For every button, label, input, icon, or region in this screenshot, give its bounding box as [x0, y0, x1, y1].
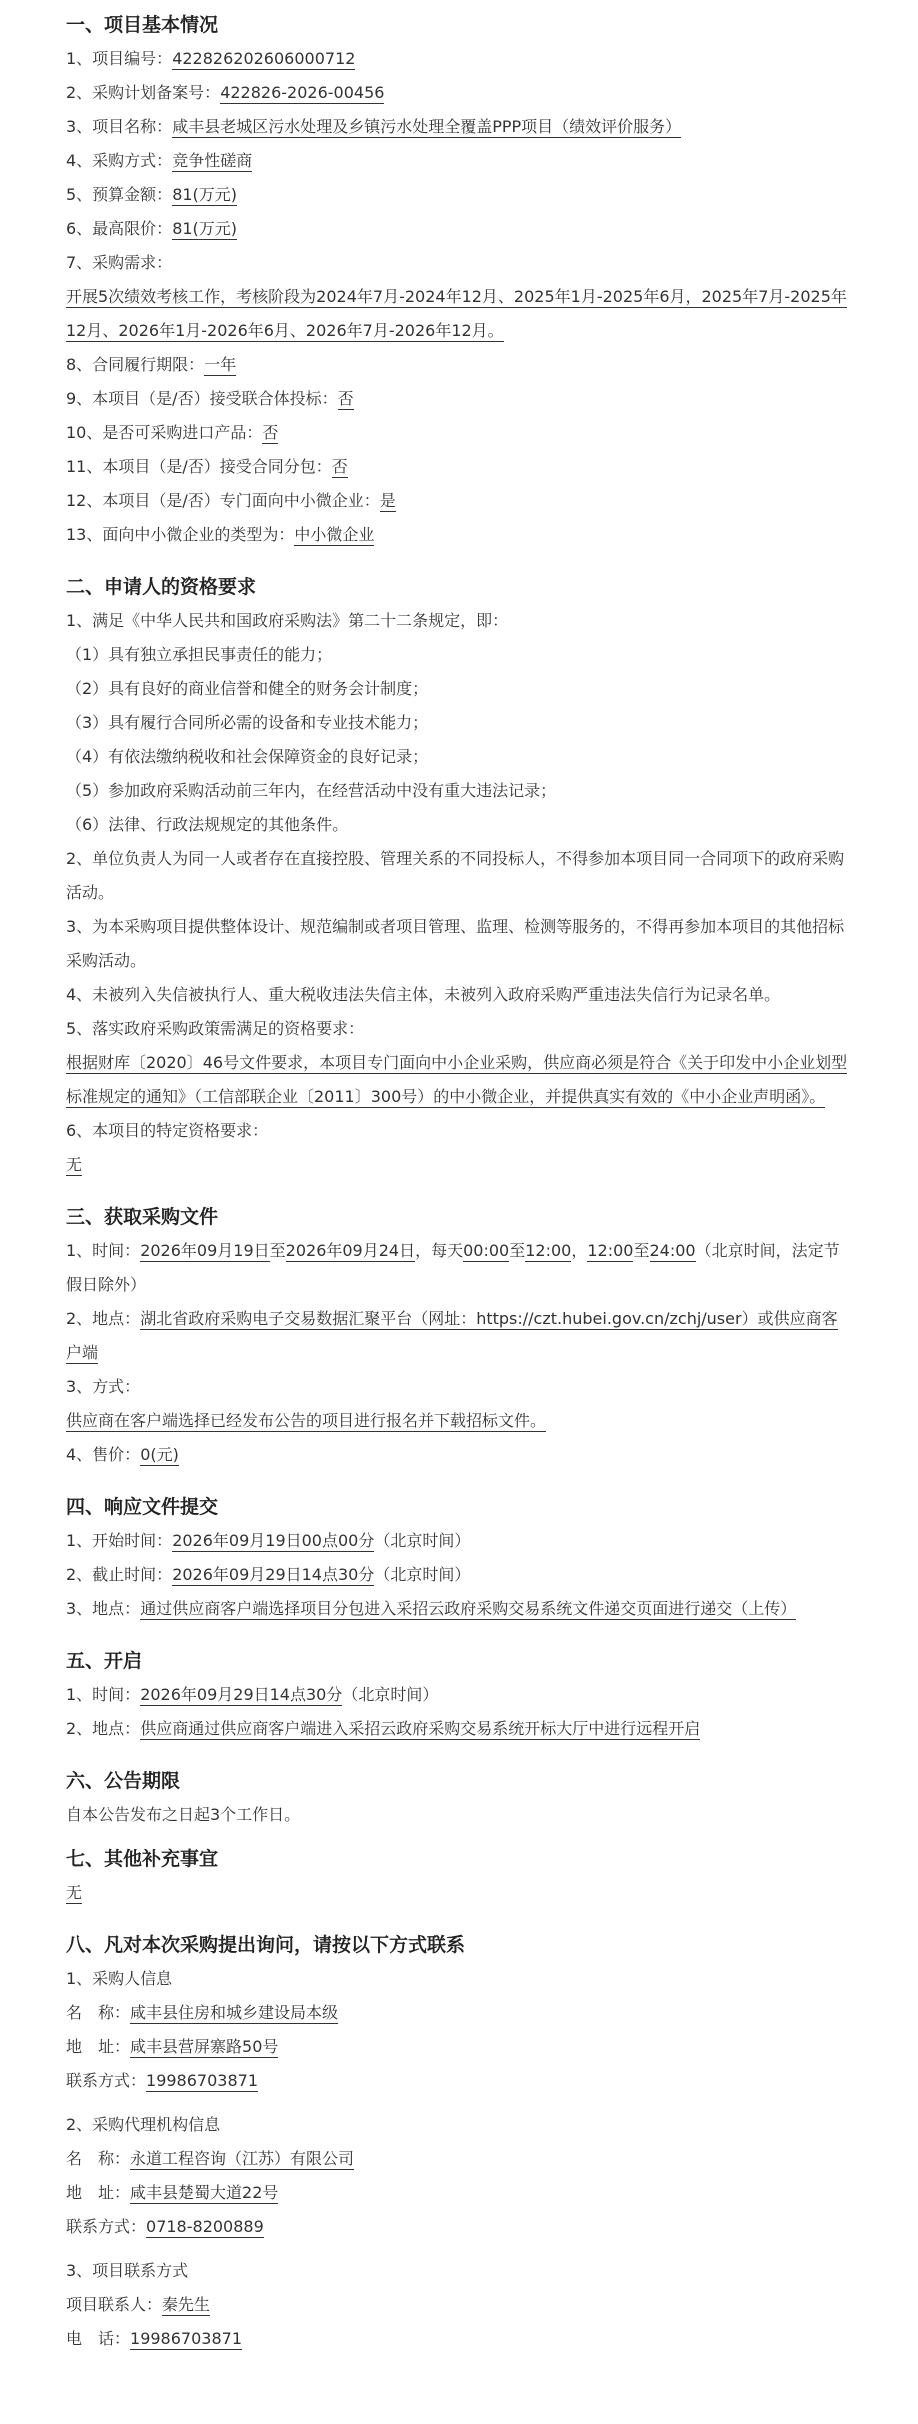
project-name: 咸丰县老城区污水处理及乡镇污水处理全覆盖PPP项目（绩效评价服务） — [172, 117, 682, 136]
obtain-price-row — [66, 1438, 850, 1472]
info-label: 4、采购方式： — [66, 151, 173, 170]
info-label: 地 址： — [66, 2183, 131, 2202]
section-title-supplementary: 七、其他补充事宜 — [66, 1848, 219, 1870]
sme-type: 中小微企业 — [294, 525, 375, 544]
obtain-method-row — [66, 1404, 850, 1438]
project-tel-row — [66, 2322, 850, 2356]
obtain-place-row — [66, 1302, 850, 1370]
info-label: 4、售价： — [66, 1445, 141, 1464]
info-label: 1、时间： — [66, 1241, 141, 1260]
info-label: 6、最高限价： — [66, 219, 173, 238]
qual-para-6-label: 6、本项目的特定资格要求： — [66, 1121, 269, 1140]
buyer-addr-row — [66, 2030, 850, 2064]
agent-address: 咸丰县楚蜀大道22号 — [130, 2183, 279, 2202]
info-row — [66, 382, 850, 416]
qual-para-5-label: 5、落实政府采购政策需满足的资格要求： — [66, 1019, 365, 1038]
qual-condition: （4）有依法缴纳税收和社会保障资金的良好记录； — [66, 747, 429, 766]
max-price: 81(万元) — [172, 219, 238, 238]
obtain-start-date: 2026年09月19日 — [140, 1241, 270, 1260]
info-label: 2、截止时间： — [66, 1565, 173, 1584]
obtain-time-row — [66, 1234, 850, 1302]
time-note: （北京时间） — [342, 1685, 439, 1704]
section-title-submission: 四、响应文件提交 — [66, 1496, 219, 1518]
qual-intro: 1、满足《中华人民共和国政府采购法》第二十二条规定，即： — [66, 611, 509, 630]
am-start: 00:00 — [463, 1241, 510, 1260]
am-end: 12:00 — [525, 1241, 572, 1260]
info-label: 3、项目名称： — [66, 117, 173, 136]
qual-condition: （6）法律、行政法规规定的其他条件。 — [66, 815, 349, 834]
buyer-head: 1、采购人信息 — [66, 1969, 173, 1988]
qual-condition: （2）具有良好的商业信誉和健全的财务会计制度； — [66, 679, 429, 698]
info-row — [66, 42, 850, 76]
info-label: 9、本项目（是/否）接受联合体投标： — [66, 389, 338, 408]
obtain-method-label: 3、方式： — [66, 1377, 141, 1396]
info-row — [66, 178, 850, 212]
policy-requirement-value: 根据财库〔2020〕46号文件要求，本项目专门面向中小企业采购，供应商必须是符合《关于印发中小企业划型标准规定的通知》（工信部联企业〔2011〕300号）的中小微企业，并提供真实有效的《中小企业声明函》。 — [66, 1053, 848, 1106]
info-row — [66, 416, 850, 450]
info-row — [66, 518, 850, 552]
section-title-obtain-docs: 三、获取采购文件 — [66, 1206, 219, 1228]
opening-time: 2026年09月29日14点30分 — [140, 1685, 343, 1704]
buyer-phone: 19986703871 — [146, 2071, 258, 2090]
special-requirement-value: 无 — [66, 1155, 83, 1174]
submit-end-time: 2026年09月29日14点30分 — [172, 1565, 375, 1584]
section-title-notice-period: 六、公告期限 — [66, 1770, 181, 1792]
qual-para-2: 2、单位负责人为同一人或者存在直接控股、管理关系的不同投标人，不得参加本项目同一合同项下的政府采购活动。 — [66, 849, 845, 902]
info-label: 2、地点： — [66, 1719, 141, 1738]
info-label: 1、项目编号： — [66, 49, 173, 68]
sme-only: 是 — [379, 491, 396, 510]
buyer-name: 咸丰县住房和城乡建设局本级 — [130, 2003, 339, 2022]
info-row — [66, 144, 850, 178]
opening-place-row — [66, 1712, 850, 1746]
procurement-method: 竞争性磋商 — [172, 151, 253, 170]
info-row — [66, 450, 850, 484]
pm-start: 12:00 — [587, 1241, 634, 1260]
opening-time-row — [66, 1678, 850, 1712]
time-note: （北京时间） — [374, 1565, 471, 1584]
info-label: 电 话： — [66, 2329, 131, 2348]
info-label: 1、开始时间： — [66, 1531, 173, 1550]
info-label: 2、采购计划备案号： — [66, 83, 221, 102]
doc-price: 0(元) — [140, 1445, 179, 1464]
info-label: 7、采购需求： — [66, 253, 173, 272]
procurement-need-text — [66, 280, 850, 348]
supplementary-text: 无 — [66, 1883, 83, 1902]
supplementary-row — [66, 1876, 850, 1910]
time-note: （北京时间，法定节假日除外） — [66, 1241, 840, 1294]
info-label: 联系方式： — [66, 2217, 147, 2236]
to-text: 至 — [633, 1241, 650, 1260]
agent-name-row — [66, 2142, 850, 2176]
info-label: 11、本项目（是/否）接受合同分包： — [66, 457, 332, 476]
submit-place: 通过供应商客户端选择项目分包进入采招云政府采购交易系统文件递交页面进行递交（上传） — [140, 1599, 797, 1618]
agent-phone: 0718-8200889 — [146, 2217, 264, 2236]
procurement-need-value: 开展5次绩效考核工作，考核阶段为2024年7月-2024年12月、2025年1月-2025年6月，2025年7月-2025年12月、2026年1月-2026年6月、2026年7月-2026年12月。 — [66, 287, 847, 340]
opening-place: 供应商通过供应商客户端进入采招云政府采购交易系统开标大厅中进行远程开启 — [140, 1719, 701, 1738]
info-label: 地 址： — [66, 2037, 131, 2056]
agent-tel-row — [66, 2210, 850, 2244]
info-row — [66, 212, 850, 246]
daily-text: ，每天 — [415, 1241, 464, 1260]
qual-condition: （5）参加政府采购活动前三年内，在经营活动中没有重大违法记录； — [66, 781, 557, 800]
contract-period: 一年 — [204, 355, 237, 374]
agent-addr-row — [66, 2176, 850, 2210]
buyer-name-row — [66, 1996, 850, 2030]
submit-end-row — [66, 1558, 850, 1592]
obtain-end-date: 2026年09月24日 — [285, 1241, 416, 1260]
to-text: 至 — [269, 1241, 286, 1260]
project-number: 422826202606000712 — [172, 49, 356, 68]
submit-start-time: 2026年09月19日00点00分 — [172, 1531, 375, 1550]
agent-head: 2、采购代理机构信息 — [66, 2115, 221, 2134]
agent-name: 永道工程咨询（江苏）有限公司 — [130, 2149, 355, 2168]
section-title-qualifications: 二、申请人的资格要求 — [66, 576, 257, 598]
qual-para-4: 4、未被列入失信被执行人、重大税收违法失信主体，未被列入政府采购严重违法失信行为记录名单。 — [66, 985, 781, 1004]
info-label: 10、是否可采购进口产品： — [66, 423, 263, 442]
qual-para-3: 3、为本采购项目提供整体设计、规范编制或者项目管理、监理、检测等服务的，不得再参加本项目的其他招标采购活动。 — [66, 917, 845, 970]
notice-period-text: 自本公告发布之日起3个工作日。 — [66, 1805, 301, 1824]
plan-record-number: 422826-2026-00456 — [220, 83, 385, 102]
info-label: 名 称： — [66, 2149, 131, 2168]
info-row — [66, 110, 850, 144]
info-label: 1、时间： — [66, 1685, 141, 1704]
buyer-tel-row — [66, 2064, 850, 2098]
info-label: 12、本项目（是/否）专门面向中小微企业： — [66, 491, 380, 510]
info-row — [66, 348, 850, 382]
subcontract-allowed: 否 — [331, 457, 348, 476]
project-contact-phone: 19986703871 — [130, 2329, 242, 2348]
submit-start-row — [66, 1524, 850, 1558]
info-row — [66, 484, 850, 518]
qual-condition: （3）具有履行合同所必需的设备和专业技术能力； — [66, 713, 429, 732]
time-note: （北京时间） — [374, 1531, 471, 1550]
obtain-place-link[interactable]: 湖北省政府采购电子交易数据汇聚平台（网址：https://czt.hubei.gov.cn/zchj/user）或供应商客户端 — [66, 1309, 838, 1362]
info-label: 5、预算金额： — [66, 185, 173, 204]
qual-condition: （1）具有独立承担民事责任的能力； — [66, 645, 333, 664]
qual-para-6-text — [66, 1148, 850, 1182]
info-label: 3、地点： — [66, 1599, 141, 1618]
qual-para-5-text — [66, 1046, 850, 1114]
project-info-list — [66, 42, 850, 552]
section-title-contacts: 八、凡对本次采购提出询问，请按以下方式联系 — [66, 1934, 466, 1956]
info-label: 13、面向中小微企业的类型为： — [66, 525, 295, 544]
pm-end: 24:00 — [649, 1241, 696, 1260]
project-contact-person: 秦先生 — [162, 2295, 211, 2314]
to-text: 至 — [509, 1241, 526, 1260]
consortium-allowed: 否 — [337, 389, 354, 408]
section-title-project-info: 一、项目基本情况 — [66, 14, 219, 36]
buyer-address: 咸丰县营屏寨路50号 — [130, 2037, 279, 2056]
info-label: 2、地点： — [66, 1309, 141, 1328]
info-label: 联系方式： — [66, 2071, 147, 2090]
info-row — [66, 246, 850, 280]
imports-allowed: 否 — [262, 423, 279, 442]
info-row — [66, 76, 850, 110]
budget-amount: 81(万元) — [172, 185, 238, 204]
info-label: 项目联系人： — [66, 2295, 163, 2314]
section-title-opening: 五、开启 — [66, 1650, 143, 1672]
info-label: 名 称： — [66, 2003, 131, 2022]
separator: ， — [571, 1241, 588, 1260]
project-person-row — [66, 2288, 850, 2322]
obtain-method-value: 供应商在客户端选择已经发布公告的项目进行报名并下载招标文件。 — [66, 1411, 547, 1430]
project-contact-head: 3、项目联系方式 — [66, 2261, 189, 2280]
submit-place-row — [66, 1592, 850, 1626]
info-label: 8、合同履行期限： — [66, 355, 205, 374]
